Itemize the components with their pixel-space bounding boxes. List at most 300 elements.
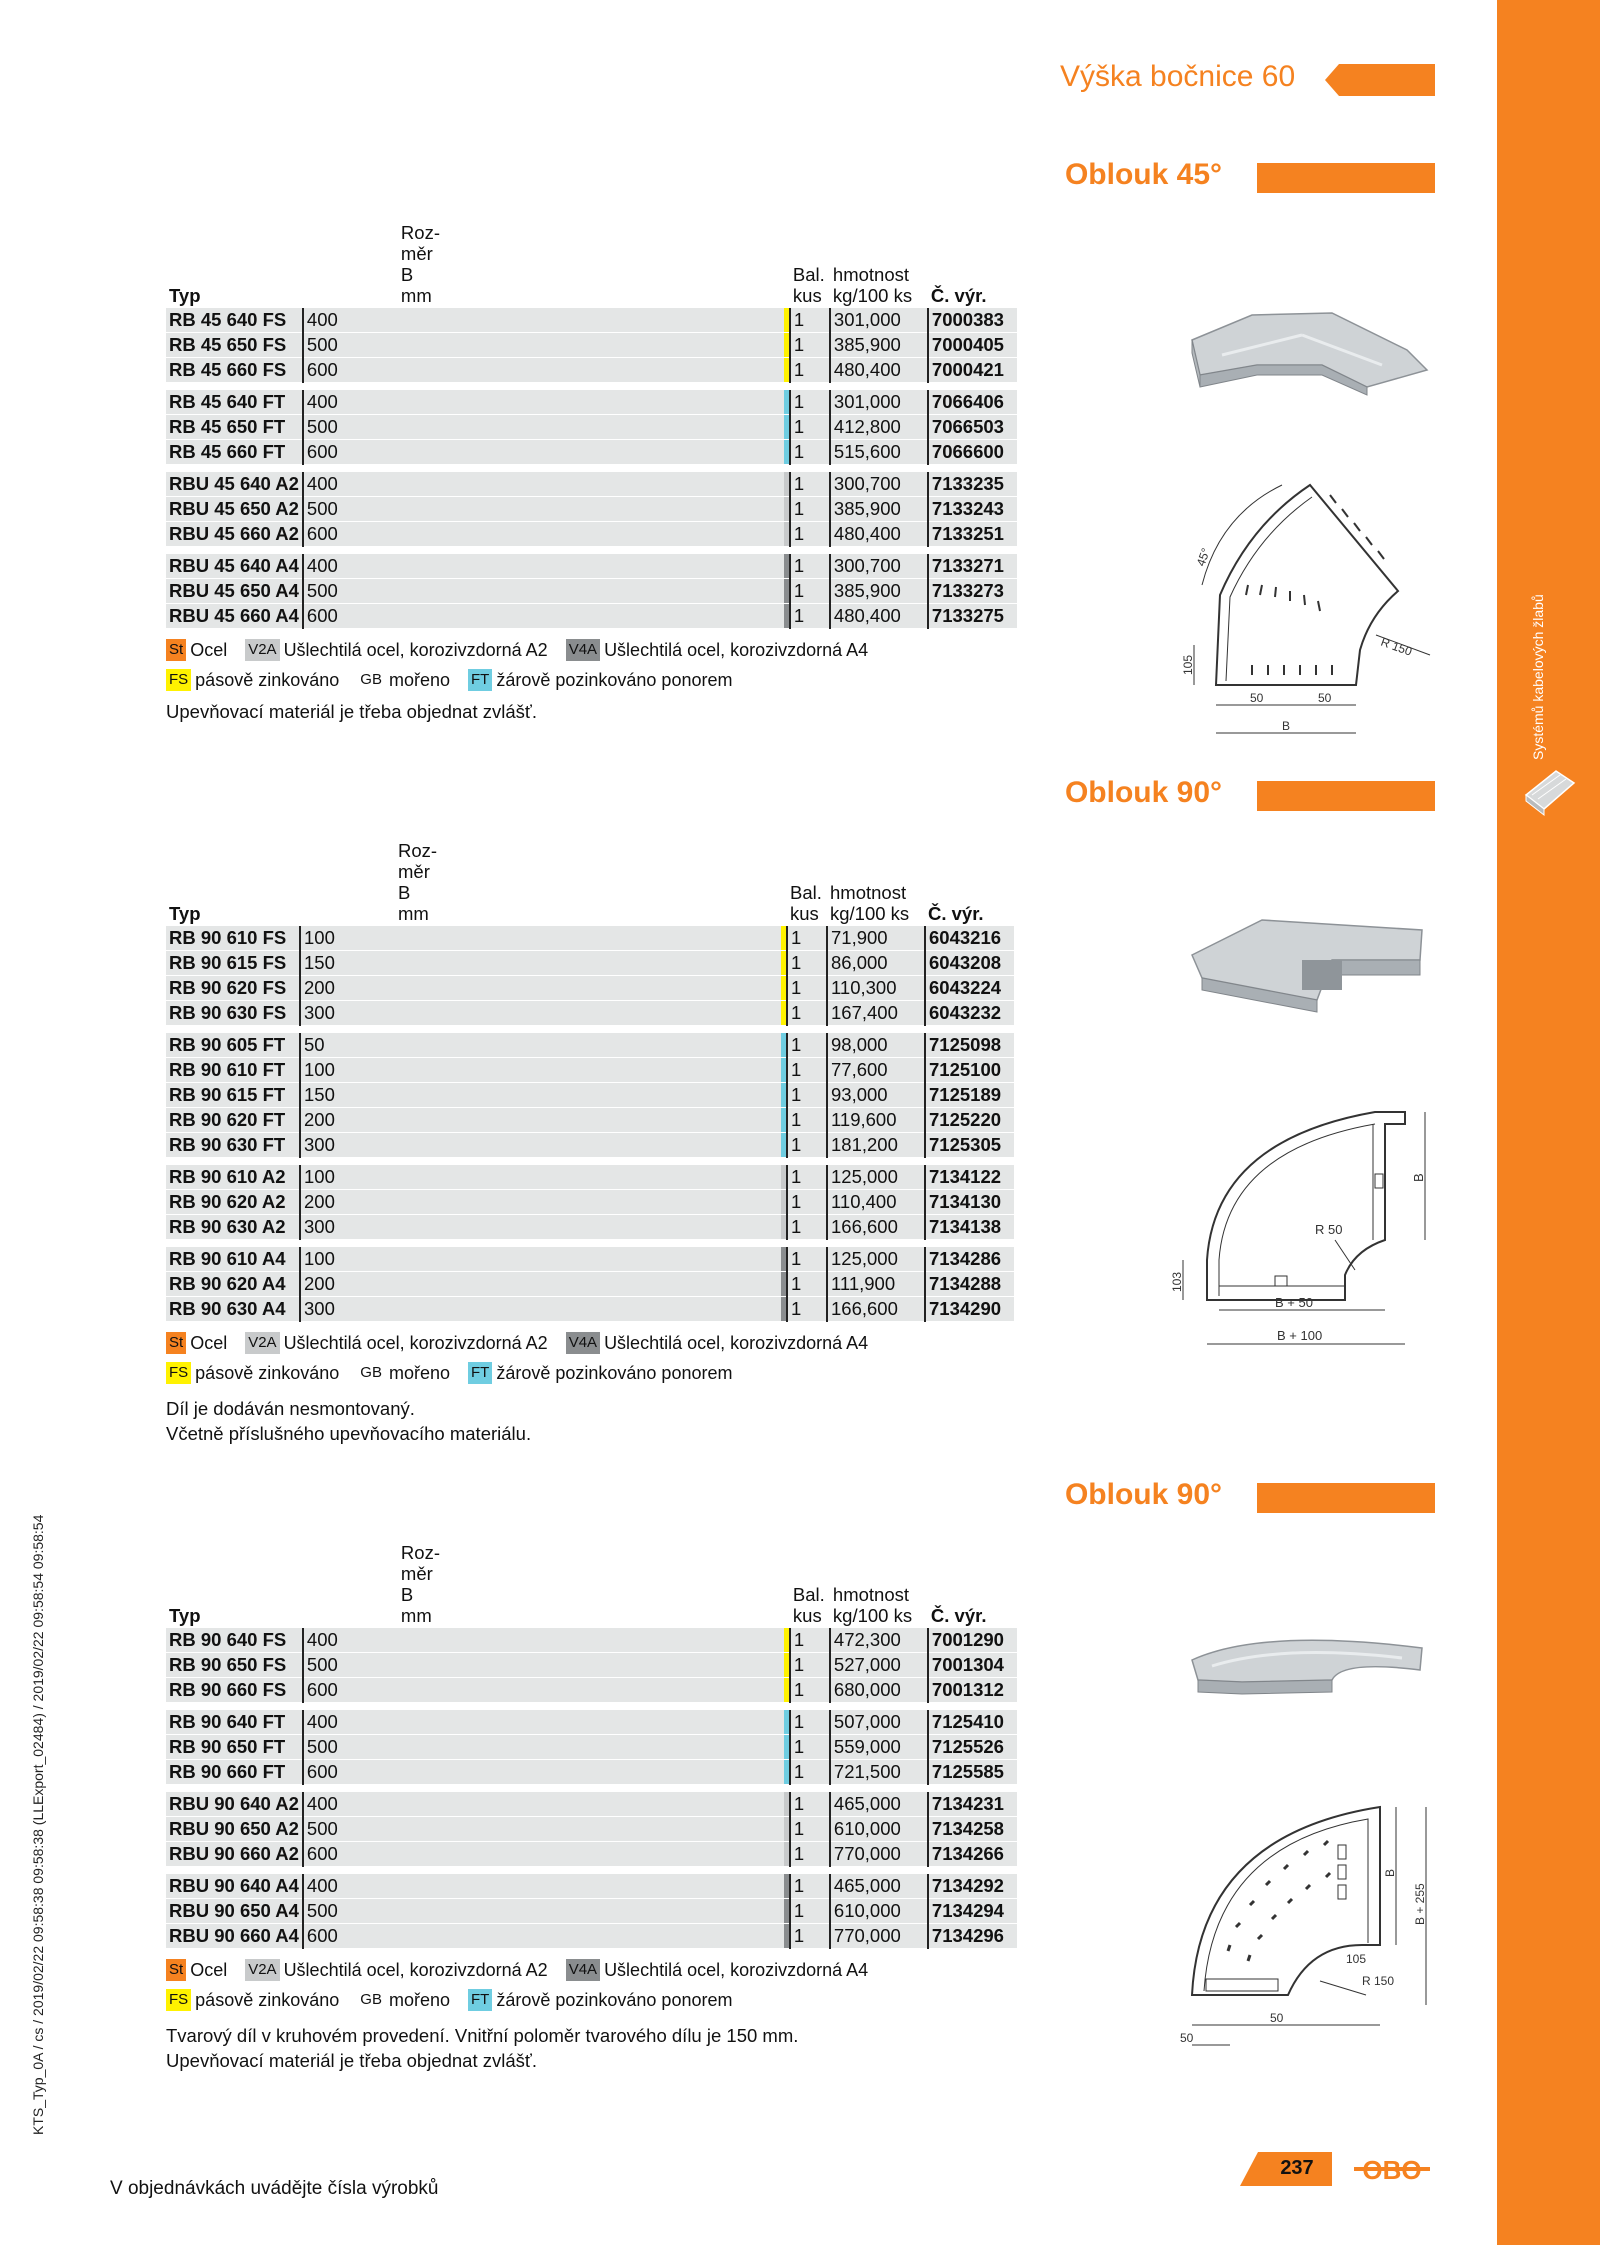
cell-article-number: 7000421 (928, 358, 1017, 383)
legend-code-badge: V4A (566, 639, 600, 661)
legend-label: Ušlechtilá ocel, korozivzdorná A2 (283, 640, 548, 661)
gap-cell (166, 465, 303, 473)
legend-label: Ocel (190, 1960, 228, 1981)
svg-text:B + 50: B + 50 (1275, 1295, 1313, 1310)
header-pack (787, 840, 827, 926)
table-row (166, 358, 1017, 383)
group-gap (166, 1240, 1014, 1248)
cell-article-number: 7125305 (925, 1133, 1014, 1158)
cell-article-number: 7066600 (928, 440, 1017, 465)
cell-pack: 1 (790, 308, 830, 333)
legend-code-badge: FT (468, 1362, 492, 1384)
header-dimension-line: B (400, 264, 414, 285)
table-row (166, 926, 1014, 951)
table-row (166, 1924, 1017, 1949)
table-row (166, 579, 1017, 604)
cell-pack: 1 (790, 1817, 830, 1842)
cell-type: RBU 90 650 A2 (166, 1817, 303, 1842)
header-dimension-line: Roz- (398, 840, 438, 861)
cell-weight: 515,600 (830, 440, 928, 465)
cell-weight: 86,000 (827, 951, 925, 976)
cell-pack: 1 (790, 1924, 830, 1949)
cell-type: RB 45 660 FT (166, 440, 303, 465)
cell-weight: 770,000 (830, 1842, 928, 1867)
cell-pack: 1 (787, 1190, 827, 1215)
legend-label: žárově pozinkováno ponorem (496, 1363, 733, 1384)
header-weight (827, 840, 925, 926)
legend-code-badge: St (166, 1332, 186, 1354)
cell-pack: 1 (787, 1133, 827, 1158)
cell-type: RBU 45 660 A4 (166, 604, 303, 629)
cell-dimension: 200 (300, 1190, 781, 1215)
cell-type: RBU 90 660 A2 (166, 1842, 303, 1867)
header-article-number (928, 222, 1017, 308)
product-table (166, 840, 1014, 1322)
cell-pack: 1 (790, 1842, 830, 1867)
svg-text:45°: 45° (1193, 546, 1214, 569)
cell-type: RB 90 640 FS (166, 1628, 303, 1653)
gap-cell (166, 1026, 300, 1034)
svg-text:B: B (1411, 1173, 1426, 1182)
header-weight-line: hmotnost (832, 1584, 910, 1605)
cell-pack: 1 (790, 333, 830, 358)
cell-weight: 300,700 (830, 472, 928, 497)
legend-label: pásově zinkováno (195, 1363, 340, 1384)
legend-code-badge: GB (357, 1989, 385, 2011)
page-number: 237 (1280, 2157, 1314, 2179)
cell-dimension: 200 (300, 976, 781, 1001)
cell-type: RB 90 650 FT (166, 1735, 303, 1760)
gap-cell (827, 1026, 925, 1034)
cell-pack: 1 (787, 1033, 827, 1058)
cell-pack: 1 (790, 497, 830, 522)
group-gap (166, 1867, 1017, 1875)
legend-label: mořeno (388, 1990, 450, 2011)
legend-code-badge: V2A (245, 1959, 279, 1981)
cell-type: RBU 90 660 A4 (166, 1924, 303, 1949)
legend-row (166, 665, 886, 695)
cell-weight: 71,900 (827, 926, 925, 951)
group-gap (166, 1158, 1014, 1166)
legend-row (166, 1358, 886, 1388)
cell-dimension: 400 (303, 390, 784, 415)
header-type-line: Typ (169, 1605, 201, 1626)
cell-article-number: 7134292 (928, 1874, 1017, 1899)
legend-label: mořeno (388, 1363, 450, 1384)
product-table (166, 1542, 1017, 1949)
header-pack-line: Bal. (790, 882, 822, 903)
cell-article-number: 7125100 (925, 1058, 1014, 1083)
gap-cell (790, 1785, 830, 1793)
legend-label: Ušlechtilá ocel, korozivzdorná A2 (283, 1333, 548, 1354)
cell-article-number: 7066503 (928, 415, 1017, 440)
cell-article-number: 7133273 (928, 579, 1017, 604)
header-tab-marker (1325, 64, 1435, 96)
cell-pack: 1 (787, 1272, 827, 1297)
cell-weight: 301,000 (830, 390, 928, 415)
cell-dimension: 400 (303, 1874, 784, 1899)
gap-cell (166, 1158, 300, 1166)
header-article-number-line: Č. výr. (930, 285, 987, 306)
legend-label: pásově zinkováno (195, 1990, 340, 2011)
cell-article-number: 7066406 (928, 390, 1017, 415)
cell-weight: 125,000 (827, 1165, 925, 1190)
cell-article-number: 7125098 (925, 1033, 1014, 1058)
gap-cell (790, 1703, 830, 1711)
cell-dimension: 500 (303, 497, 784, 522)
gap-cell (928, 1785, 1017, 1793)
legend-label: mořeno (388, 670, 450, 691)
table-row (166, 1247, 1014, 1272)
cell-weight: 770,000 (830, 1924, 928, 1949)
footer-order-note: V objednávkách uvádějte čísla výrobků (110, 2178, 439, 2199)
cell-type: RB 90 610 A2 (166, 1165, 300, 1190)
legend-row (166, 1985, 886, 2015)
header-dimension-line: mm (400, 285, 432, 306)
table-row (166, 390, 1017, 415)
legend-label: pásově zinkováno (195, 670, 340, 691)
cell-type: RB 90 605 FT (166, 1033, 300, 1058)
cell-pack: 1 (787, 926, 827, 951)
table-row (166, 1710, 1017, 1735)
header-weight-line: hmotnost (832, 264, 910, 285)
cell-weight: 480,400 (830, 604, 928, 629)
legend-label: žárově pozinkováno ponorem (496, 1990, 733, 2011)
cell-type: RB 90 610 FT (166, 1058, 300, 1083)
legend-label: Ušlechtilá ocel, korozivzdorná A4 (604, 640, 869, 661)
group-gap (166, 383, 1017, 391)
header-pack-line: kus (792, 1605, 822, 1626)
cell-type: RB 90 630 FS (166, 1001, 300, 1026)
cell-type: RB 45 650 FT (166, 415, 303, 440)
cell-dimension: 600 (303, 604, 784, 629)
legend-label: žárově pozinkováno ponorem (496, 670, 733, 691)
cell-dimension: 300 (300, 1001, 781, 1026)
cell-pack: 1 (790, 522, 830, 547)
cell-weight: 610,000 (830, 1817, 928, 1842)
legend-row (166, 635, 886, 665)
cell-article-number: 7001290 (928, 1628, 1017, 1653)
gap-cell (166, 1240, 300, 1248)
legend-code-badge: GB (357, 1362, 385, 1384)
svg-text:50: 50 (1270, 2011, 1284, 2025)
cell-weight: 301,000 (830, 308, 928, 333)
cell-weight: 559,000 (830, 1735, 928, 1760)
cell-dimension: 500 (303, 1735, 784, 1760)
table-row (166, 1297, 1014, 1322)
header-type-line: Typ (169, 285, 201, 306)
cell-type: RB 90 620 FT (166, 1108, 300, 1133)
note-line: Upevňovací materiál je třeba objednat zvlášť. (166, 2050, 537, 2071)
table-row (166, 1083, 1014, 1108)
svg-text:B + 100: B + 100 (1277, 1328, 1323, 1343)
bend-45-dimension-drawing (1180, 475, 1440, 745)
cell-weight: 465,000 (830, 1792, 928, 1817)
cell-type: RB 90 630 A4 (166, 1297, 300, 1322)
cell-dimension: 600 (303, 522, 784, 547)
bend-90-round-dimension-drawing (1170, 1795, 1440, 2055)
table-row (166, 472, 1017, 497)
table-row (166, 308, 1017, 333)
header-dimension-line: měr (398, 861, 430, 882)
gap-cell (166, 1703, 303, 1711)
gap-cell (830, 1703, 928, 1711)
table-row (166, 1653, 1017, 1678)
cell-pack: 1 (787, 1001, 827, 1026)
cell-type: RB 90 615 FS (166, 951, 300, 976)
svg-text:50: 50 (1250, 691, 1264, 705)
note-line: Upevňovací materiál je třeba objednat zvlášť. (166, 701, 537, 722)
header-pack (790, 222, 830, 308)
cell-dimension: 600 (303, 1924, 784, 1949)
legend-label: Ocel (190, 640, 228, 661)
legend-code-badge: V4A (566, 1332, 600, 1354)
gap-cell (830, 1867, 928, 1875)
table-header-row (166, 840, 1014, 926)
cell-dimension: 600 (303, 1760, 784, 1785)
cell-pack: 1 (790, 1653, 830, 1678)
legend-code-badge: V4A (566, 1959, 600, 1981)
group-gap (166, 547, 1017, 555)
cell-type: RBU 45 640 A4 (166, 554, 303, 579)
gap-cell (790, 547, 830, 555)
table-row (166, 1842, 1017, 1867)
table-row (166, 1108, 1014, 1133)
legend-label: Ušlechtilá ocel, korozivzdorná A2 (283, 1960, 548, 1981)
gap-cell (925, 1158, 1014, 1166)
cell-article-number: 7125585 (928, 1760, 1017, 1785)
cell-type: RB 90 660 FT (166, 1760, 303, 1785)
cell-article-number: 7001304 (928, 1653, 1017, 1678)
legend-code-badge: FT (468, 669, 492, 691)
cell-type: RB 90 660 FS (166, 1678, 303, 1703)
header-pack (790, 1542, 830, 1628)
cell-weight: 527,000 (830, 1653, 928, 1678)
cell-article-number: 7125526 (928, 1735, 1017, 1760)
cell-pack: 1 (787, 1215, 827, 1240)
cell-weight: 98,000 (827, 1033, 925, 1058)
bend-45-photo (1182, 295, 1432, 405)
note-line: Tvarový díl v kruhovém provedení. Vnitřní poloměr tvarového dílu je 150 mm. (166, 2025, 799, 2046)
gap-cell (166, 383, 303, 391)
cell-dimension: 600 (303, 358, 784, 383)
gap-cell (790, 465, 830, 473)
table-row (166, 1817, 1017, 1842)
table-row (166, 1165, 1014, 1190)
gap-cell (166, 1867, 303, 1875)
cell-article-number: 6043224 (925, 976, 1014, 1001)
svg-text:OBO: OBO (1362, 2155, 1422, 2185)
cell-weight: 610,000 (830, 1899, 928, 1924)
finish-legend (166, 1955, 886, 2015)
cell-weight: 480,400 (830, 522, 928, 547)
cell-pack: 1 (790, 1874, 830, 1899)
cell-article-number: 7133243 (928, 497, 1017, 522)
cell-pack: 1 (790, 415, 830, 440)
gap-cell (928, 383, 1017, 391)
bend-90-dimension-drawing (1170, 1100, 1445, 1350)
table-row (166, 1190, 1014, 1215)
cell-article-number: 7133235 (928, 472, 1017, 497)
cell-pack: 1 (790, 440, 830, 465)
cell-pack: 1 (790, 579, 830, 604)
cell-pack: 1 (790, 1735, 830, 1760)
legend-code-badge: FS (166, 669, 191, 691)
section-title: Oblouk 90° (1064, 776, 1222, 809)
group-gap (166, 1785, 1017, 1793)
gap-cell (830, 547, 928, 555)
gap-cell (787, 1240, 827, 1248)
cell-weight: 110,400 (827, 1190, 925, 1215)
cell-weight: 680,000 (830, 1678, 928, 1703)
cell-pack: 1 (790, 390, 830, 415)
cell-weight: 111,900 (827, 1272, 925, 1297)
cell-type: RB 90 620 A2 (166, 1190, 300, 1215)
table-row (166, 1033, 1014, 1058)
gap-cell (303, 1703, 784, 1711)
cell-pack: 1 (790, 1760, 830, 1785)
cell-dimension: 150 (300, 951, 781, 976)
cell-pack: 1 (790, 554, 830, 579)
cell-type: RB 45 650 FS (166, 333, 303, 358)
cell-type: RB 45 640 FS (166, 308, 303, 333)
cell-article-number: 6043232 (925, 1001, 1014, 1026)
cell-dimension: 500 (303, 1653, 784, 1678)
cell-dimension: 600 (303, 1842, 784, 1867)
header-dimension-line: B (398, 882, 411, 903)
table-row (166, 1272, 1014, 1297)
header-article-number-line: Č. výr. (928, 903, 984, 924)
side-category-label: Systémů kabelových žlabů (1530, 594, 1546, 760)
section-title: Oblouk 45° (1064, 158, 1222, 191)
cell-pack: 1 (790, 1899, 830, 1924)
cell-type: RB 90 640 FT (166, 1710, 303, 1735)
cell-weight: 385,900 (830, 333, 928, 358)
page-header-title: Výška bočnice 60 (1060, 60, 1296, 93)
cell-article-number: 7000405 (928, 333, 1017, 358)
cell-dimension: 500 (303, 333, 784, 358)
svg-text:105: 105 (1181, 654, 1195, 675)
header-article-number (928, 1542, 1017, 1628)
table-row (166, 951, 1014, 976)
svg-text:105: 105 (1346, 1952, 1367, 1966)
section-note (166, 2023, 798, 2073)
cell-article-number: 7134130 (925, 1190, 1014, 1215)
cell-article-number: 7134294 (928, 1899, 1017, 1924)
cell-article-number: 7125189 (925, 1083, 1014, 1108)
table-row (166, 415, 1017, 440)
cell-article-number: 7134266 (928, 1842, 1017, 1867)
gap-cell (166, 547, 303, 555)
gap-cell (303, 465, 784, 473)
cell-weight: 480,400 (830, 358, 928, 383)
svg-text:50: 50 (1318, 691, 1332, 705)
cell-pack: 1 (790, 472, 830, 497)
bend-90-photo (1182, 900, 1432, 1020)
table-row (166, 1678, 1017, 1703)
gap-cell (827, 1158, 925, 1166)
table-row (166, 1874, 1017, 1899)
gap-cell (300, 1026, 781, 1034)
table-row (166, 604, 1017, 629)
cell-article-number: 7134296 (928, 1924, 1017, 1949)
gap-cell (790, 1867, 830, 1875)
legend-code-badge: FS (166, 1362, 191, 1384)
svg-text:B: B (1383, 1868, 1397, 1877)
gap-cell (925, 1240, 1014, 1248)
finish-legend (166, 635, 886, 695)
cell-type: RBU 90 640 A2 (166, 1792, 303, 1817)
group-gap (166, 465, 1017, 473)
cell-dimension: 200 (300, 1108, 781, 1133)
cell-dimension: 100 (300, 1165, 781, 1190)
cell-article-number: 7125220 (925, 1108, 1014, 1133)
cell-dimension: 500 (303, 579, 784, 604)
cell-dimension: 400 (303, 1710, 784, 1735)
cell-pack: 1 (790, 1792, 830, 1817)
table-row (166, 497, 1017, 522)
header-type (166, 1542, 303, 1628)
cell-weight: 465,000 (830, 1874, 928, 1899)
cell-pack: 1 (787, 951, 827, 976)
section-title-bar (1257, 163, 1435, 193)
cell-type: RB 90 615 FT (166, 1083, 300, 1108)
cell-article-number: 7133251 (928, 522, 1017, 547)
table-row (166, 522, 1017, 547)
table-row (166, 1215, 1014, 1240)
cell-type: RB 90 610 A4 (166, 1247, 300, 1272)
legend-code-badge: GB (357, 669, 385, 691)
legend-code-badge: V2A (245, 639, 279, 661)
cell-type: RB 45 660 FS (166, 358, 303, 383)
cell-weight: 385,900 (830, 579, 928, 604)
cell-article-number: 7134138 (925, 1215, 1014, 1240)
svg-text:R 150: R 150 (1362, 1974, 1395, 1988)
header-article-number (925, 840, 1014, 926)
cell-type: RB 90 630 FT (166, 1133, 300, 1158)
cell-weight: 300,700 (830, 554, 928, 579)
cell-article-number: 7134286 (925, 1247, 1014, 1272)
legend-code-badge: V2A (245, 1332, 279, 1354)
svg-text:R 50: R 50 (1315, 1222, 1343, 1237)
gap-cell (166, 1785, 303, 1793)
cell-article-number: 7133271 (928, 554, 1017, 579)
obo-logo (1352, 2152, 1432, 2186)
header-dimension (303, 1542, 784, 1628)
cell-dimension: 400 (303, 472, 784, 497)
cell-weight: 472,300 (830, 1628, 928, 1653)
cell-pack: 1 (787, 1108, 827, 1133)
cell-article-number: 7134122 (925, 1165, 1014, 1190)
cell-type: RBU 45 650 A4 (166, 579, 303, 604)
cell-weight: 385,900 (830, 497, 928, 522)
header-pack-line: kus (790, 903, 819, 924)
header-weight-line: hmotnost (830, 882, 907, 903)
cell-article-number: 7125410 (928, 1710, 1017, 1735)
header-dimension-line: mm (398, 903, 429, 924)
cell-type: RB 90 620 A4 (166, 1272, 300, 1297)
legend-label: Ocel (190, 1333, 228, 1354)
gap-cell (303, 547, 784, 555)
section-title: Oblouk 90° (1064, 1478, 1222, 1511)
header-article-number-line: Č. výr. (930, 1605, 987, 1626)
svg-text:B + 255: B + 255 (1413, 1883, 1427, 1925)
gap-cell (928, 1867, 1017, 1875)
gap-cell (300, 1158, 781, 1166)
svg-text:R 150: R 150 (1378, 634, 1414, 659)
header-pack-line: Bal. (792, 1584, 825, 1605)
cell-type: RBU 90 650 A4 (166, 1899, 303, 1924)
